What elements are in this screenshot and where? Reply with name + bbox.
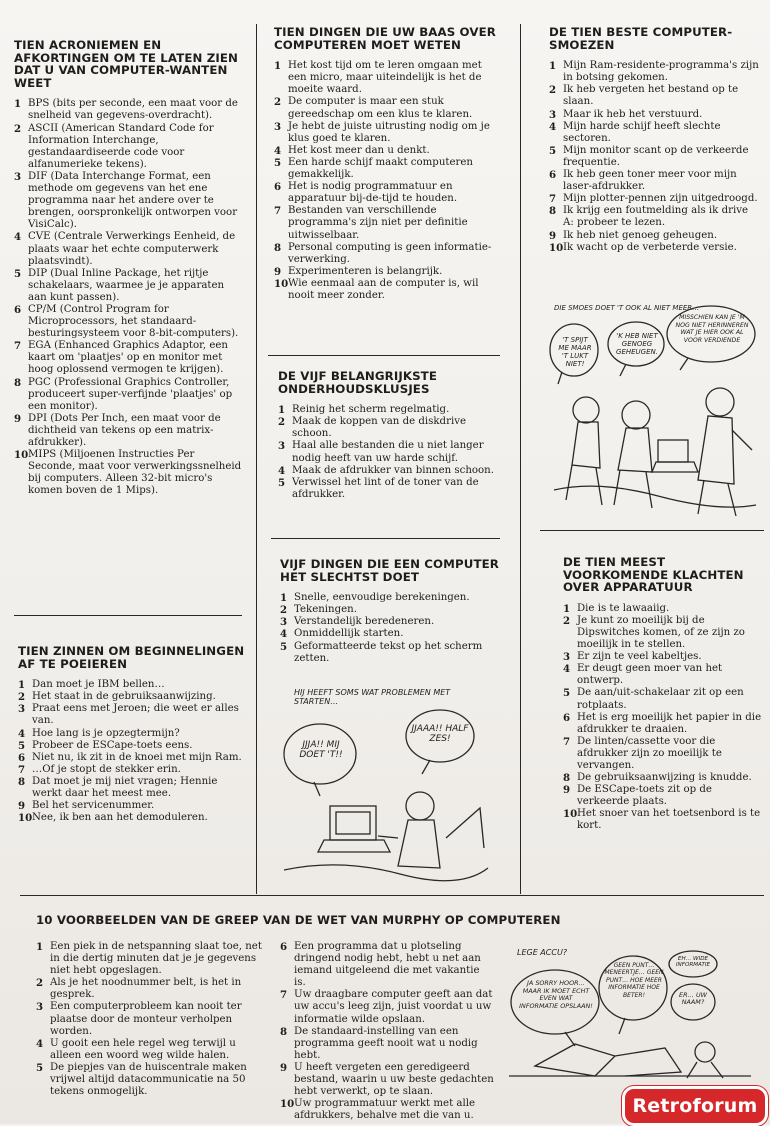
section-title: 10 VOORBEELDEN VAN DE GREEP VAN DE WET VAN MURPHY OP COMPUTEREN — [36, 913, 561, 927]
item-text: Personal computing is geen informatie-verwerking. — [288, 241, 492, 265]
section-list — [280, 592, 500, 665]
item-text: De aan/uit-schakelaar zit op een rotplaats. — [577, 687, 744, 711]
list-item — [280, 989, 494, 1025]
item-number: 2 — [14, 122, 22, 135]
item-text: Dat moet je mij niet vragen; Hennie werkt daar het meest mee. — [32, 775, 218, 800]
list-item — [14, 449, 242, 497]
section-list — [278, 404, 500, 501]
item-number: 6 — [549, 169, 557, 182]
item-number: 6 — [14, 303, 22, 316]
item-number: 2 — [18, 691, 26, 704]
list-item — [549, 84, 761, 108]
divider — [20, 895, 764, 896]
list-item — [14, 231, 242, 267]
section-list — [36, 941, 266, 1098]
list-item — [14, 123, 242, 171]
item-number: 3 — [36, 1001, 44, 1014]
section-onderhoud — [278, 370, 500, 501]
item-text: Mijn Ram-residente-programma's zijn in botsing gekomen. — [563, 60, 759, 84]
item-number: 7 — [280, 989, 288, 1002]
list-item — [280, 941, 494, 989]
item-number: 4 — [36, 1037, 44, 1050]
item-text: Verstandelijk beredeneren. — [294, 616, 435, 628]
item-number: 5 — [14, 267, 22, 280]
list-item — [18, 752, 246, 764]
item-text: Als je het noodnummer belt, is het in gesprek. — [50, 977, 242, 1001]
item-text: Het kost tijd om te leren omgaan met een micro, maar uiteindelijk is het de moeite waard. — [288, 60, 482, 96]
divider — [271, 538, 500, 539]
item-number: 2 — [549, 84, 557, 97]
item-number: 9 — [14, 412, 22, 425]
item-number: 4 — [278, 464, 286, 477]
item-text: Je kunt zo moeilijk bij de Dipswitches komen, of ze zijn zo moeilijk in te stellen. — [577, 614, 745, 651]
item-number: 5 — [280, 640, 288, 653]
item-number: 1 — [14, 98, 22, 111]
item-number: 5 — [549, 144, 557, 157]
cartoon-drawing — [280, 688, 492, 888]
list-item — [549, 121, 761, 145]
item-text: Ik krijg een foutmelding als ik drive A: probeer te lezen. — [563, 205, 749, 229]
item-number: 5 — [36, 1061, 44, 1074]
item-number: 9 — [280, 1061, 288, 1074]
list-item — [280, 604, 500, 616]
item-number: 10 — [563, 808, 578, 821]
cartoon-starten — [280, 688, 492, 888]
list-item — [14, 340, 242, 376]
item-text: BPS (bits per seconde, een maat voor de snelheid van gegevens-overdracht). — [28, 98, 238, 122]
item-number: 8 — [563, 772, 571, 785]
divider — [540, 530, 764, 531]
item-number: 10 — [549, 241, 564, 254]
item-text: …Of je stopt de stekker erin. — [32, 763, 181, 775]
item-text: Mijn monitor scant op de verkeerde frequentie. — [563, 144, 749, 168]
item-text: De linten/cassette voor die afdrukker zijn zo moeilijk te vervangen. — [577, 735, 722, 771]
list-item — [549, 60, 761, 84]
speech-bubble: GEEN PUNT… MENEERTJE… GEEN PUNT… HOE MEER INFORMATIE HOE BETER! — [604, 962, 664, 999]
list-item — [278, 465, 500, 477]
item-number: 7 — [14, 340, 22, 353]
item-text: CVE (Centrale Verwerkings Eenheid, de plaats waar het echte computerwerk plaatsvindt). — [28, 231, 236, 267]
item-number: 10 — [280, 1098, 295, 1111]
list-item — [36, 1062, 266, 1098]
item-text: CP/M (Control Program for Microprocessors, het standaard-besturingsysteem voor 8-bit-computers). — [28, 303, 239, 340]
list-item — [549, 242, 761, 254]
section-smoezen — [549, 26, 761, 254]
list-item — [278, 477, 500, 501]
item-text: De standaard-instelling van een programma geeft nooit wat u nodig hebt. — [294, 1025, 478, 1061]
list-item — [14, 304, 242, 340]
section-list — [280, 941, 494, 1122]
section-list — [18, 679, 246, 824]
item-text: Geformatteerde tekst op het scherm zetten. — [294, 640, 483, 664]
item-text: Een computerprobleem kan nooit ter plaatse door de monteur verholpen worden. — [50, 1001, 242, 1037]
section-title: VIJF DINGEN DIE EEN COMPUTER HET SLECHTST DOET — [280, 557, 499, 584]
list-item — [274, 121, 500, 145]
item-number: 1 — [18, 679, 26, 692]
item-text: Wie eenmaal aan de computer is, wil nooit meer zonder. — [288, 277, 479, 301]
item-number: 4 — [274, 144, 282, 157]
list-item — [563, 784, 767, 808]
section-title: TIEN DINGEN DIE UW BAAS OVER COMPUTEREN MOET WETEN — [274, 25, 496, 52]
item-number: 7 — [274, 205, 282, 218]
item-text: Het snoer van het toetsenbord is te kort. — [577, 808, 761, 832]
item-text: DIF (Data Interchange Format, een methode om gegevens van het ene programma naar het andere over te brengen, oorspronkelijk ontworpen voor VisiCalc). — [28, 170, 238, 231]
item-number: 1 — [280, 592, 288, 605]
list-item — [14, 268, 242, 304]
list-item — [274, 181, 500, 205]
speech-bubble: JJJA!! MIJ DOET 'T!! — [299, 740, 343, 760]
speech-bubble: 'K HEB NIET GENOEG GEHEUGEN. — [616, 332, 658, 356]
item-text: Ik heb vergeten het bestand op te slaan. — [563, 84, 739, 108]
item-number: 3 — [18, 703, 26, 716]
item-text: Probeer de ESCape-toets eens. — [32, 739, 193, 751]
item-number: 2 — [280, 604, 288, 617]
list-item — [280, 628, 500, 640]
item-text: Een programma dat u plotseling dringend nodig hebt, hebt u net aan iemand uitgeleend die met vakantie is. — [294, 941, 481, 989]
item-text: Er zijn te veel kabeltjes. — [577, 651, 702, 663]
item-text: Maak de afdrukker van binnen schoon. — [292, 464, 494, 476]
item-number: 3 — [563, 651, 571, 664]
item-number: 1 — [278, 404, 286, 417]
list-item — [280, 1026, 494, 1062]
item-text: Ik heb niet genoeg geheugen. — [563, 229, 718, 241]
item-number: 1 — [549, 60, 557, 73]
item-number: 6 — [274, 181, 282, 194]
item-text: Het is nodig programmatuur en apparatuur bij-de-tijd te houden. — [288, 181, 458, 205]
item-number: 4 — [549, 120, 557, 133]
list-item — [280, 616, 500, 628]
item-text: De gebruiksaanwijzing is knudde. — [577, 772, 752, 784]
section-zinnen — [18, 645, 246, 824]
cartoon-excuses — [548, 300, 762, 522]
cartoon-caption: HIJ HEEFT SOMS WAT PROBLEMEN MET STARTEN… — [294, 688, 451, 706]
cartoon-caption: LEGE ACCU? — [517, 948, 568, 957]
cartoon-caption: DIE SMOES DOET 'T OOK AL NIET MEER… — [554, 304, 700, 312]
list-item — [549, 109, 761, 121]
item-text: Praat eens met Jeroen; die weet er alles van. — [32, 703, 239, 727]
list-item — [18, 691, 246, 703]
item-text: Tekeningen. — [294, 604, 357, 616]
item-text: Maak de koppen van de diskdrive schoon. — [292, 416, 466, 440]
item-number: 3 — [278, 440, 286, 453]
item-text: Je hebt de juiste uitrusting nodig om je klus goed te klaren. — [288, 120, 490, 144]
list-item — [278, 440, 500, 464]
list-item — [563, 615, 767, 651]
section-list — [563, 603, 767, 833]
item-text: Uw draagbare computer geeft aan dat uw accu's leeg zijn, juist voordat u uw informatie wilde opslaan. — [294, 989, 493, 1025]
list-item — [14, 171, 242, 231]
list-item — [549, 205, 761, 229]
list-item — [274, 205, 500, 241]
item-text: Het staat in de gebruiksaanwijzing. — [32, 691, 216, 703]
list-item — [274, 242, 500, 266]
item-text: Het kost meer dan u denkt. — [288, 144, 430, 156]
list-item — [280, 592, 500, 604]
list-item — [14, 377, 242, 413]
item-number: 3 — [280, 616, 288, 629]
item-text: Het is erg moeilijk het papier in die afdrukker te draaien. — [577, 711, 762, 735]
item-text: Mijn plotter-pennen zijn uitgedroogd. — [563, 193, 758, 205]
item-number: 3 — [274, 120, 282, 133]
item-number: 9 — [563, 784, 571, 797]
list-item — [18, 764, 246, 776]
item-text: Een harde schijf maakt computeren gemakkelijk. — [288, 156, 473, 181]
speech-bubble: MISSCHIEN KAN JE 'M NOG NIET HERINNEREN WAT JE HIER OOK AL VOOR VERDIENDE — [675, 314, 749, 344]
section-title: TIEN ACRONIEMEN EN AFKORTINGEN OM TE LATEN ZIEN DAT U VAN COMPUTER-WANTEN WEET — [14, 38, 238, 90]
item-text: Reinig het scherm regelmatig. — [292, 404, 450, 416]
section-title: DE VIJF BELANGRIJKSTE ONDERHOUDSKLUSJES — [278, 369, 437, 396]
item-number: 2 — [278, 416, 286, 429]
item-number: 5 — [274, 156, 282, 169]
list-item — [18, 812, 246, 824]
section-acroniemen — [14, 39, 242, 497]
list-item — [280, 641, 500, 665]
list-item — [563, 808, 767, 832]
list-item — [274, 145, 500, 157]
item-number: 8 — [274, 241, 282, 254]
list-item — [18, 679, 246, 691]
item-text: ASCII (American Standard Code for Information Interchange, gestandaardiseerde code voor alfanumerieke tekens). — [28, 122, 214, 170]
item-text: Mijn harde schijf heeft slechte sectoren. — [563, 120, 721, 144]
item-number: 9 — [274, 265, 282, 278]
item-number: 1 — [563, 602, 571, 615]
item-number: 10 — [14, 449, 29, 462]
item-number: 4 — [563, 663, 571, 676]
item-text: Dan moet je IBM bellen… — [32, 679, 165, 691]
item-text: U gooit een hele regel weg terwijl u alleen een woord weg wilde halen. — [50, 1037, 236, 1061]
item-text: Haal alle bestanden die u niet langer nodig heeft van uw harde schijf. — [292, 440, 484, 464]
list-item — [36, 1001, 266, 1037]
item-text: Verwissel het lint of de toner van de afdrukker. — [292, 476, 479, 500]
speech-bubble: EH… WIDE INFORMATIE — [675, 956, 711, 969]
item-text: Bestanden van verschillende programma's zijn niet per definitie uitwisselbaar. — [288, 205, 468, 241]
item-number: 2 — [274, 96, 282, 109]
item-text: EGA (Enhanced Graphics Adaptor, een kaart om 'plaatjes' op en monitor met hoog oplossend vermogen te krijgen). — [28, 340, 228, 376]
item-number: 8 — [14, 376, 22, 389]
item-text: Uw programmatuur werkt met alle afdrukkers, behalve met die van u. — [294, 1098, 476, 1122]
list-item — [18, 776, 246, 800]
item-number: 9 — [549, 229, 557, 242]
section-title: DE TIEN BESTE COMPUTER-SMOEZEN — [549, 25, 733, 52]
divider — [268, 355, 500, 356]
section-murphy-col1 — [36, 941, 266, 1098]
item-text: Ik heb geen toner meer voor mijn laser-afdrukker. — [563, 169, 737, 193]
section-list — [274, 60, 500, 302]
speech-bubble: JA SORRY HOOR… MAAR IK MOET ECHT EVEN WAT INFORMATIE OPSLAAN! — [519, 979, 593, 1010]
section-baas — [274, 26, 500, 302]
list-item — [563, 687, 767, 711]
item-text: DPI (Dots Per Inch, een maat voor de dichtheid van tekens op een matrix-afdrukker). — [28, 412, 221, 448]
list-item — [18, 800, 246, 812]
item-text: De computer is maar een stuk gereedschap om een klus te klaren. — [288, 96, 473, 120]
column-divider — [520, 24, 521, 894]
item-text: U heeft vergeten een geredigeerd bestand, waarin u uw beste gedachten hebt verwerkt, op te slaan. — [294, 1061, 494, 1098]
list-item — [18, 728, 246, 740]
item-number: 5 — [278, 476, 286, 489]
item-number: 6 — [563, 711, 571, 724]
list-item — [549, 145, 761, 169]
list-item — [274, 60, 500, 96]
list-item — [563, 651, 767, 663]
item-number: 1 — [36, 941, 44, 953]
section-slechtst — [280, 558, 500, 665]
item-text: PGC (Professional Graphics Controller, produceert super-verfijnde 'plaatjes' op een monitor). — [28, 376, 233, 412]
section-title: TIEN ZINNEN OM BEGINNELINGEN AF TE POEIEREN — [18, 644, 245, 671]
item-number: 1 — [274, 60, 282, 73]
item-text: Bel het servicenummer. — [32, 800, 155, 812]
item-number: 5 — [18, 739, 26, 752]
item-text: Er deugt geen moer van het ontwerp. — [577, 663, 723, 687]
item-number: 4 — [18, 727, 26, 740]
list-item — [36, 1038, 266, 1062]
item-text: Hoe lang is je opzegtermijn? — [32, 727, 180, 739]
item-number: 5 — [563, 687, 571, 700]
item-number: 6 — [18, 751, 26, 764]
column-divider — [256, 24, 257, 894]
item-number: 8 — [549, 205, 557, 218]
item-number: 10 — [18, 812, 33, 825]
item-number: 7 — [549, 193, 557, 206]
item-text: DIP (Dual Inline Package, het rijtje schakelaars, waarmee je je apparaten aan kunt passen). — [28, 267, 225, 303]
list-item — [549, 230, 761, 242]
list-item — [549, 193, 761, 205]
item-text: Snelle, eenvoudige berekeningen. — [294, 592, 470, 604]
item-text: De piepjes van de huiscentrale maken vrijwel altijd datacommunicatie na 50 tekens onmogelijk. — [50, 1061, 247, 1098]
item-text: De ESCape-toets zit op de verkeerde plaats. — [577, 784, 712, 808]
list-item — [14, 413, 242, 449]
speech-bubble: JJAAA!! HALF ZES! — [411, 724, 469, 744]
item-number: 7 — [563, 735, 571, 748]
section-murphy-col2 — [280, 941, 494, 1122]
list-item — [549, 169, 761, 193]
list-item — [563, 663, 767, 687]
item-text: MIPS (Miljoenen Instructies Per Seconde, maat voor verwerkingssnelheid bij computers. Alleen 32-bit micro's komen boven de 1 Mips). — [28, 449, 242, 497]
item-number: 9 — [18, 800, 26, 813]
list-item — [563, 772, 767, 784]
item-text: Een piek in de netspanning slaat toe, net in die dertig minuten dat je je gegevens niet hebt opgeslagen. — [50, 941, 262, 977]
list-item — [14, 98, 242, 122]
item-number: 10 — [274, 277, 289, 290]
item-text: Niet nu, ik zit in de knoei met mijn Ram. — [32, 751, 242, 763]
item-number: 8 — [280, 1025, 288, 1038]
item-number: 4 — [14, 231, 22, 244]
list-item — [18, 740, 246, 752]
list-item — [36, 941, 266, 977]
item-number: 6 — [280, 941, 288, 953]
list-item — [280, 1098, 494, 1122]
item-number: 3 — [14, 170, 22, 183]
list-item — [563, 712, 767, 736]
item-number: 4 — [280, 628, 288, 641]
list-item — [36, 977, 266, 1001]
item-number: 2 — [36, 977, 44, 990]
speech-bubble: ER… UW NAAM? — [679, 991, 707, 1007]
list-item — [563, 736, 767, 772]
divider — [14, 615, 242, 616]
item-number: 7 — [18, 763, 26, 776]
cartoon-accu — [505, 948, 755, 1080]
retroforum-logo — [622, 1086, 768, 1126]
speech-bubble: 'T SPIJT ME MAAR 'T LUKT NIET! — [558, 336, 592, 368]
list-item — [278, 416, 500, 440]
list-item — [563, 603, 767, 615]
list-item — [278, 404, 500, 416]
section-title: DE TIEN MEEST VOORKOMENDE KLACHTEN OVER APPARATUUR — [563, 555, 744, 595]
list-item — [274, 266, 500, 278]
list-item — [18, 703, 246, 727]
item-text: Maar ik heb het verstuurd. — [563, 108, 703, 120]
item-text: Nee, ik ben aan het demoduleren. — [32, 812, 208, 824]
list-item — [274, 96, 500, 120]
list-item — [280, 1062, 494, 1098]
item-text: Onmiddellijk starten. — [294, 628, 404, 640]
list-item — [274, 278, 500, 302]
item-text: Experimenteren is belangrijk. — [288, 265, 443, 277]
list-item — [274, 157, 500, 181]
item-number: 2 — [563, 614, 571, 627]
item-text: Die is te lawaaiig. — [577, 602, 670, 614]
section-klachten — [563, 556, 767, 833]
section-murphy — [36, 914, 756, 941]
item-number: 3 — [549, 108, 557, 121]
item-number: 8 — [18, 775, 26, 788]
logo-text: Retroforum — [632, 1095, 758, 1117]
section-list — [14, 98, 242, 497]
section-list — [549, 60, 761, 254]
item-text: Ik wacht op de verbeterde versie. — [563, 241, 737, 253]
